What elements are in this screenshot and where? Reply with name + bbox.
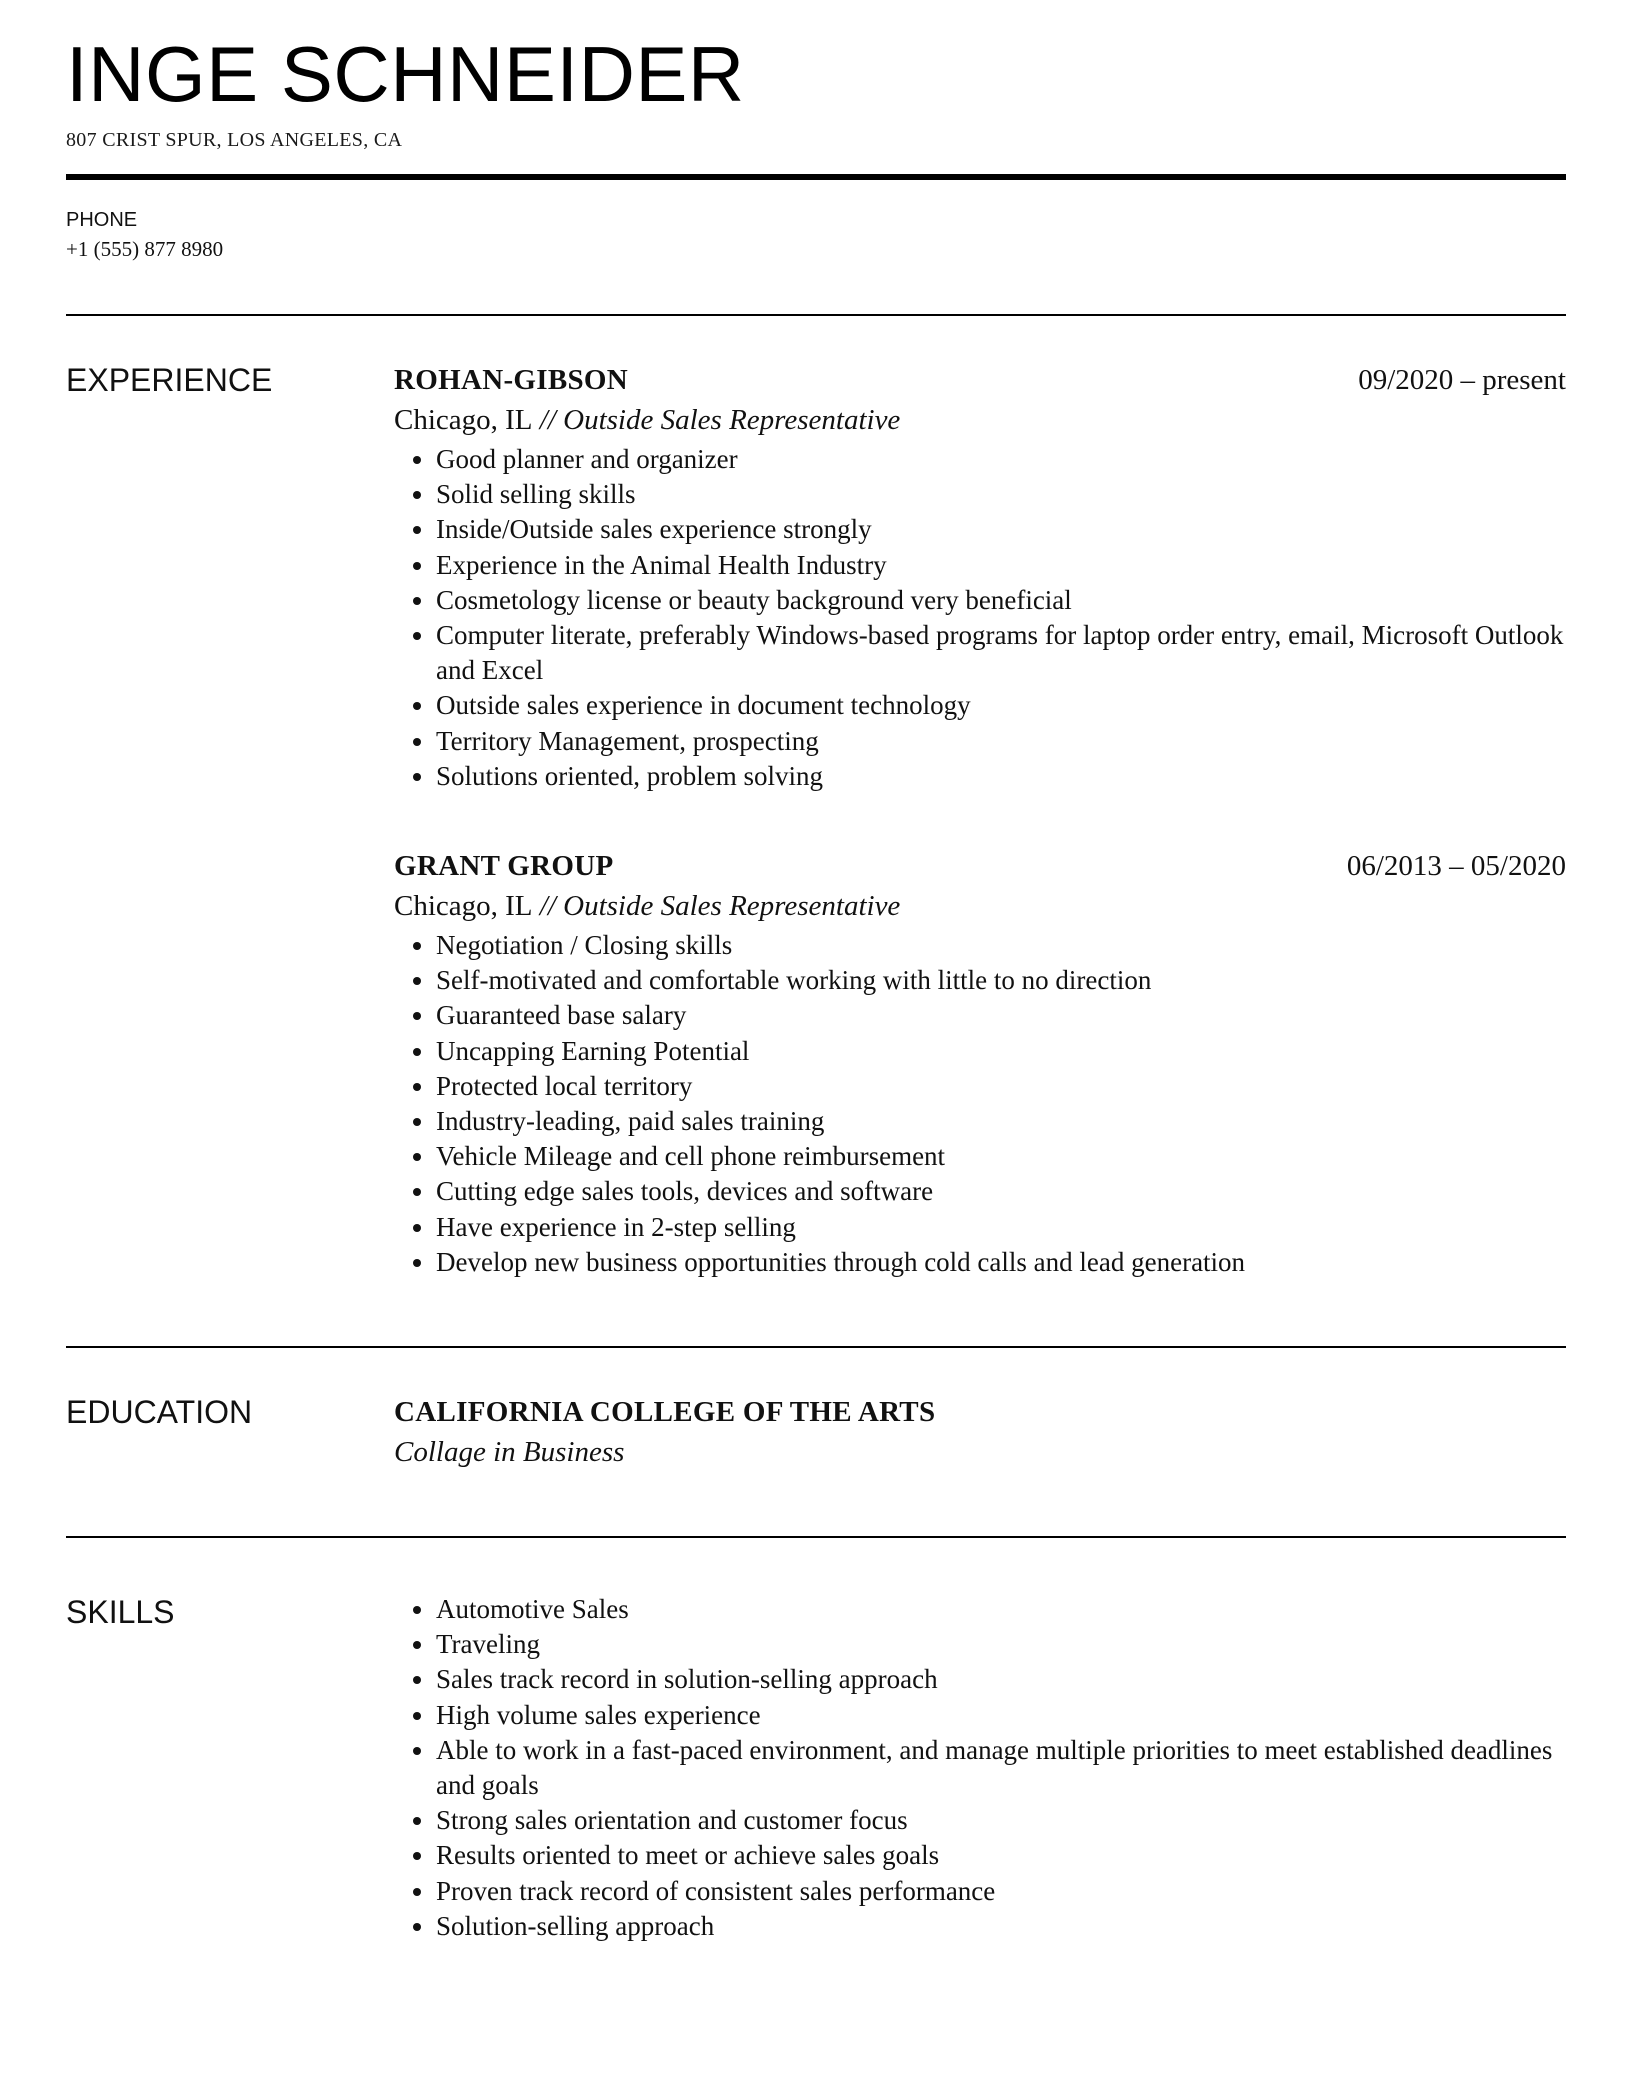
degree: Collage in Business xyxy=(394,1436,625,1469)
job-header xyxy=(394,360,1566,400)
list-item: • Outside sales experience in document technology xyxy=(436,688,1566,723)
company-name: ROHAN-GIBSON xyxy=(394,364,629,396)
job-subtitle xyxy=(394,400,1566,440)
job-entry xyxy=(394,360,1566,794)
list-item: • Computer literate, preferably Windows-based programs for laptop order entry, email, Microsoft Outlook and Excel xyxy=(436,618,1566,688)
job-subtitle xyxy=(394,886,1566,926)
list-item: • Uncapping Earning Potential xyxy=(436,1034,1566,1069)
list-item: • Proven track record of consistent sales performance xyxy=(436,1874,1566,1909)
job-role: Outside Sales Representative xyxy=(563,890,901,923)
skills-list xyxy=(394,1592,1566,1944)
list-item: • Sales track record in solution-selling approach xyxy=(436,1662,1566,1697)
phone-number: +1 (555) 877 8980 xyxy=(66,237,224,261)
job-dates: 06/2013 – 05/2020 xyxy=(1346,850,1566,883)
job-bullet-list xyxy=(394,442,1566,794)
subtitle-separator: // xyxy=(532,890,564,923)
list-item: • Solutions oriented, problem solving xyxy=(436,759,1566,794)
skills-body xyxy=(394,1594,1566,1944)
list-item: • Self-motivated and comfortable working with little to no direction xyxy=(436,963,1566,998)
list-item: • High volume sales experience xyxy=(436,1698,1566,1733)
list-item: • Solid selling skills xyxy=(436,477,1566,512)
resume-page xyxy=(66,0,1566,1944)
candidate-name: INGE SCHNEIDER xyxy=(66,30,745,118)
job-location: Chicago, IL xyxy=(394,404,533,436)
school-name: CALIFORNIA COLLEGE OF THE ARTS xyxy=(394,1396,936,1429)
list-item: • Cutting edge sales tools, devices and software xyxy=(436,1174,1566,1209)
list-item: • Guaranteed base salary xyxy=(436,998,1566,1033)
job-location: Chicago, IL xyxy=(394,890,533,923)
education-heading: EDUCATION xyxy=(66,1394,253,1431)
header-divider xyxy=(66,174,1566,180)
list-item: • Solution-selling approach xyxy=(436,1909,1566,1944)
experience-body xyxy=(394,360,1566,1280)
job-dates: 09/2020 – present xyxy=(1358,364,1566,396)
list-item: • Good planner and organizer xyxy=(436,442,1566,477)
list-item: • Negotiation / Closing skills xyxy=(436,928,1566,963)
list-item: • Strong sales orientation and customer focus xyxy=(436,1803,1566,1838)
list-item: • Industry-leading, paid sales training xyxy=(436,1104,1566,1139)
list-item: • Experience in the Animal Health Industry xyxy=(436,548,1566,583)
job-bullet-list xyxy=(394,928,1566,1280)
job-header xyxy=(394,846,1566,886)
experience-section xyxy=(66,360,1566,1280)
list-item: • Have experience in 2-step selling xyxy=(436,1210,1566,1245)
list-item: • Inside/Outside sales experience strongly xyxy=(436,512,1566,547)
list-item: • Territory Management, prospecting xyxy=(436,724,1566,759)
list-item: • Automotive Sales xyxy=(436,1592,1566,1627)
education-body xyxy=(394,1392,1566,1472)
list-item: • Traveling xyxy=(436,1627,1566,1662)
section-divider xyxy=(66,1536,1566,1538)
education-section xyxy=(66,1392,1566,1472)
skills-section xyxy=(66,1594,1566,1944)
list-item: • Able to work in a fast-paced environment, and manage multiple priorities to meet established deadlines and goals xyxy=(436,1733,1566,1803)
skills-heading: SKILLS xyxy=(66,1594,175,1631)
experience-heading: EXPERIENCE xyxy=(66,362,273,398)
subtitle-separator: // xyxy=(532,404,564,436)
section-divider xyxy=(66,314,1566,316)
address: 807 CRIST SPUR, LOS ANGELES, CA xyxy=(66,129,403,151)
company-name: GRANT GROUP xyxy=(394,850,614,883)
job-role: Outside Sales Representative xyxy=(563,404,901,436)
job-entry xyxy=(394,846,1566,1280)
contact-block xyxy=(66,208,1566,262)
phone-label: PHONE xyxy=(66,209,138,231)
list-item: • Vehicle Mileage and cell phone reimbursement xyxy=(436,1139,1566,1174)
list-item: • Develop new business opportunities through cold calls and lead generation xyxy=(436,1245,1566,1280)
list-item: • Cosmetology license or beauty background very beneficial xyxy=(436,583,1566,618)
section-divider xyxy=(66,1346,1566,1348)
list-item: • Results oriented to meet or achieve sales goals xyxy=(436,1838,1566,1873)
list-item: • Protected local territory xyxy=(436,1069,1566,1104)
